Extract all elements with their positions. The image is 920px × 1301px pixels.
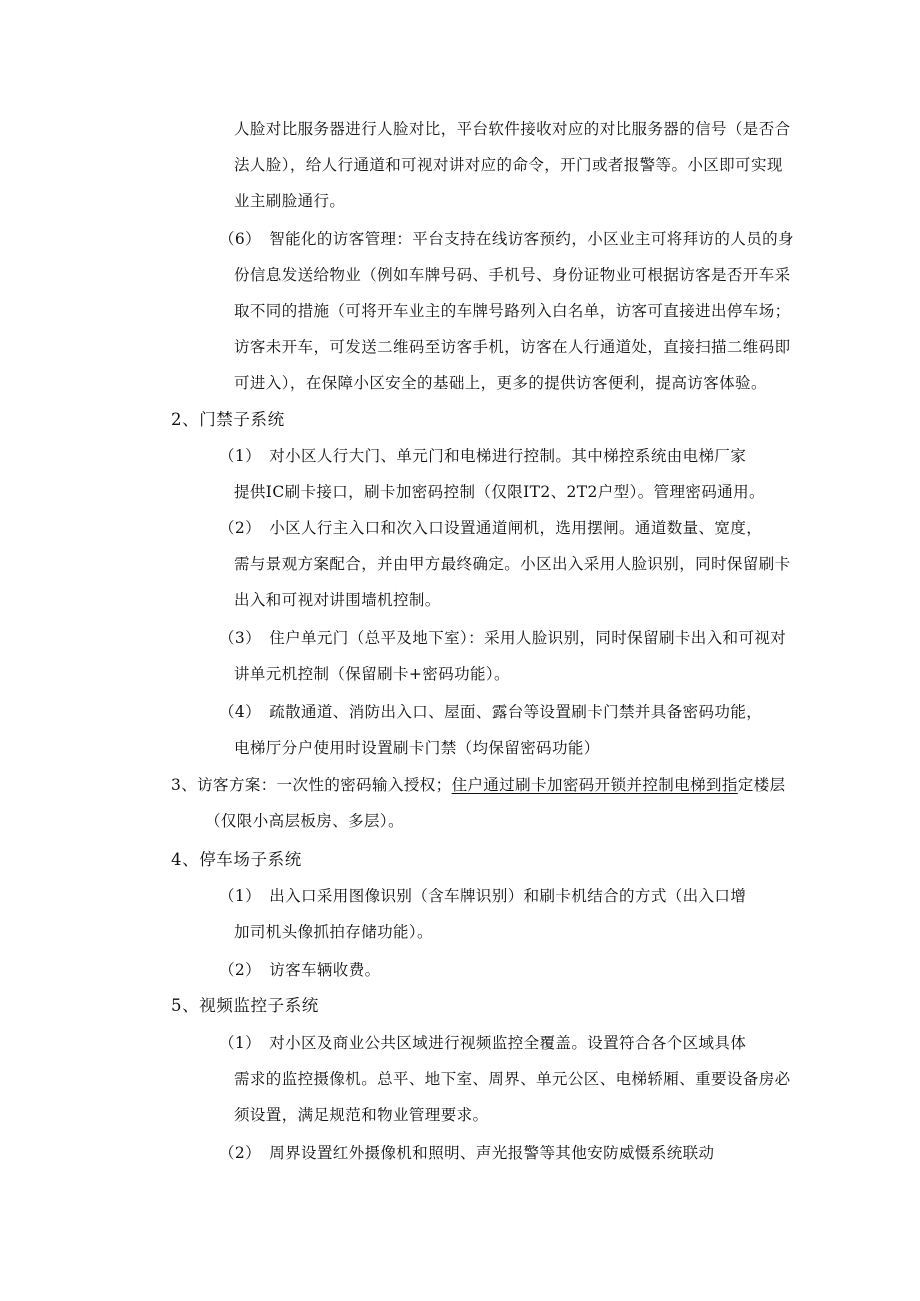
body-text-line: 业主刷脸通行。 <box>234 192 346 210</box>
body-text-line: 须设置，满足规范和物业管理要求。 <box>234 1106 489 1124</box>
section-heading: 5、视频监控子系统 <box>171 996 319 1015</box>
list-item-text-line: （4） 疏散通道、消防出入口、屋面、露台等设置刷卡门禁并具备密码功能， <box>219 703 763 721</box>
section-heading: 2、门禁子系统 <box>171 410 285 429</box>
body-text-line: （仅限小高层板房、多层）。 <box>205 812 404 830</box>
body-text-line: 取不同的措施（可将开车业主的车牌号路列入白名单，访客可直接进出停车场； <box>234 302 791 320</box>
body-text-line: 电梯厅分户使用时设置刷卡门禁（均保留密码功能） <box>234 739 600 757</box>
body-text-line: 份信息发送给物业（例如车牌号码、手机号、身份证物业可根据访客是否开车采 <box>234 266 791 284</box>
visitor-plan-suffix: 定楼层 <box>737 776 786 794</box>
list-item-text-line: （6） 智能化的访客管理：平台支持在线访客预约，小区业主可将拜访的人员的身 <box>219 230 794 248</box>
list-item-text-line: （2） 访客车辆收费。 <box>219 961 381 979</box>
body-text-line: 提供IC刷卡接口，刷卡加密码控制（仅限IT2、2T2户型）。管理密码通用。 <box>234 483 765 501</box>
body-text-line: 讲单元机控制（保留刷卡+密码功能）。 <box>234 665 510 683</box>
list-item-text-line: （2） 小区人行主入口和次入口设置通道闸机，选用摆闸。通道数量、宽度， <box>219 519 763 537</box>
list-item-text-line: （1） 对小区及商业公共区域进行视频监控全覆盖。设置符合各个区域具体 <box>219 1034 747 1052</box>
list-item-text-line: （1） 出入口采用图像识别（含车牌识别）和刷卡机结合的方式（出入口增 <box>219 887 747 905</box>
body-text-line: 出入和可视对讲围墙机控制。 <box>234 591 441 609</box>
list-item-text-line: （1） 对小区人行大门、单元门和电梯进行控制。其中梯控系统由电梯厂家 <box>219 447 747 465</box>
body-text-line: 需与景观方案配合，并由甲方最终确定。小区出入采用人脸识别，同时保留刷卡 <box>234 555 791 573</box>
body-text-line: 访客未开车，可发送二维码至访客手机，访客在人行通道处，直接扫描二维码即 <box>234 338 791 356</box>
body-text-line: 可进入），在保障小区安全的基础上，更多的提供访客便利，提高访客体验。 <box>234 374 767 392</box>
list-item-text-line: （3） 住户单元门（总平及地下室）：采用人脸识别，同时保留刷卡出入和可视对 <box>219 629 787 647</box>
body-text-line: 需求的监控摄像机。总平、地下室、周界、单元公区、电梯轿厢、重要设备房必 <box>234 1070 791 1088</box>
list-item-text-line: （2） 周界设置红外摄像机和照明、声光报警等其他安防威慑系统联动 <box>219 1144 715 1162</box>
section-heading: 4、停车场子系统 <box>171 850 302 869</box>
body-text-line: 人脸对比服务器进行人脸对比，平台软件接收对应的对比服务器的信号（是否合 <box>234 120 791 138</box>
body-text-line: 加司机头像抓拍存储功能）。 <box>234 923 433 941</box>
visitor-plan-underlined-text: 住户通过刷卡加密码开锁并控制电梯到指 <box>451 776 738 794</box>
body-text-line: 法人脸），给人行通道和可视对讲对应的命令，开门或者报警等。小区即可实现 <box>234 156 783 174</box>
visitor-plan-line <box>171 775 785 795</box>
visitor-plan-prefix: 3、访客方案：一次性的密码输入授权； <box>171 776 452 794</box>
